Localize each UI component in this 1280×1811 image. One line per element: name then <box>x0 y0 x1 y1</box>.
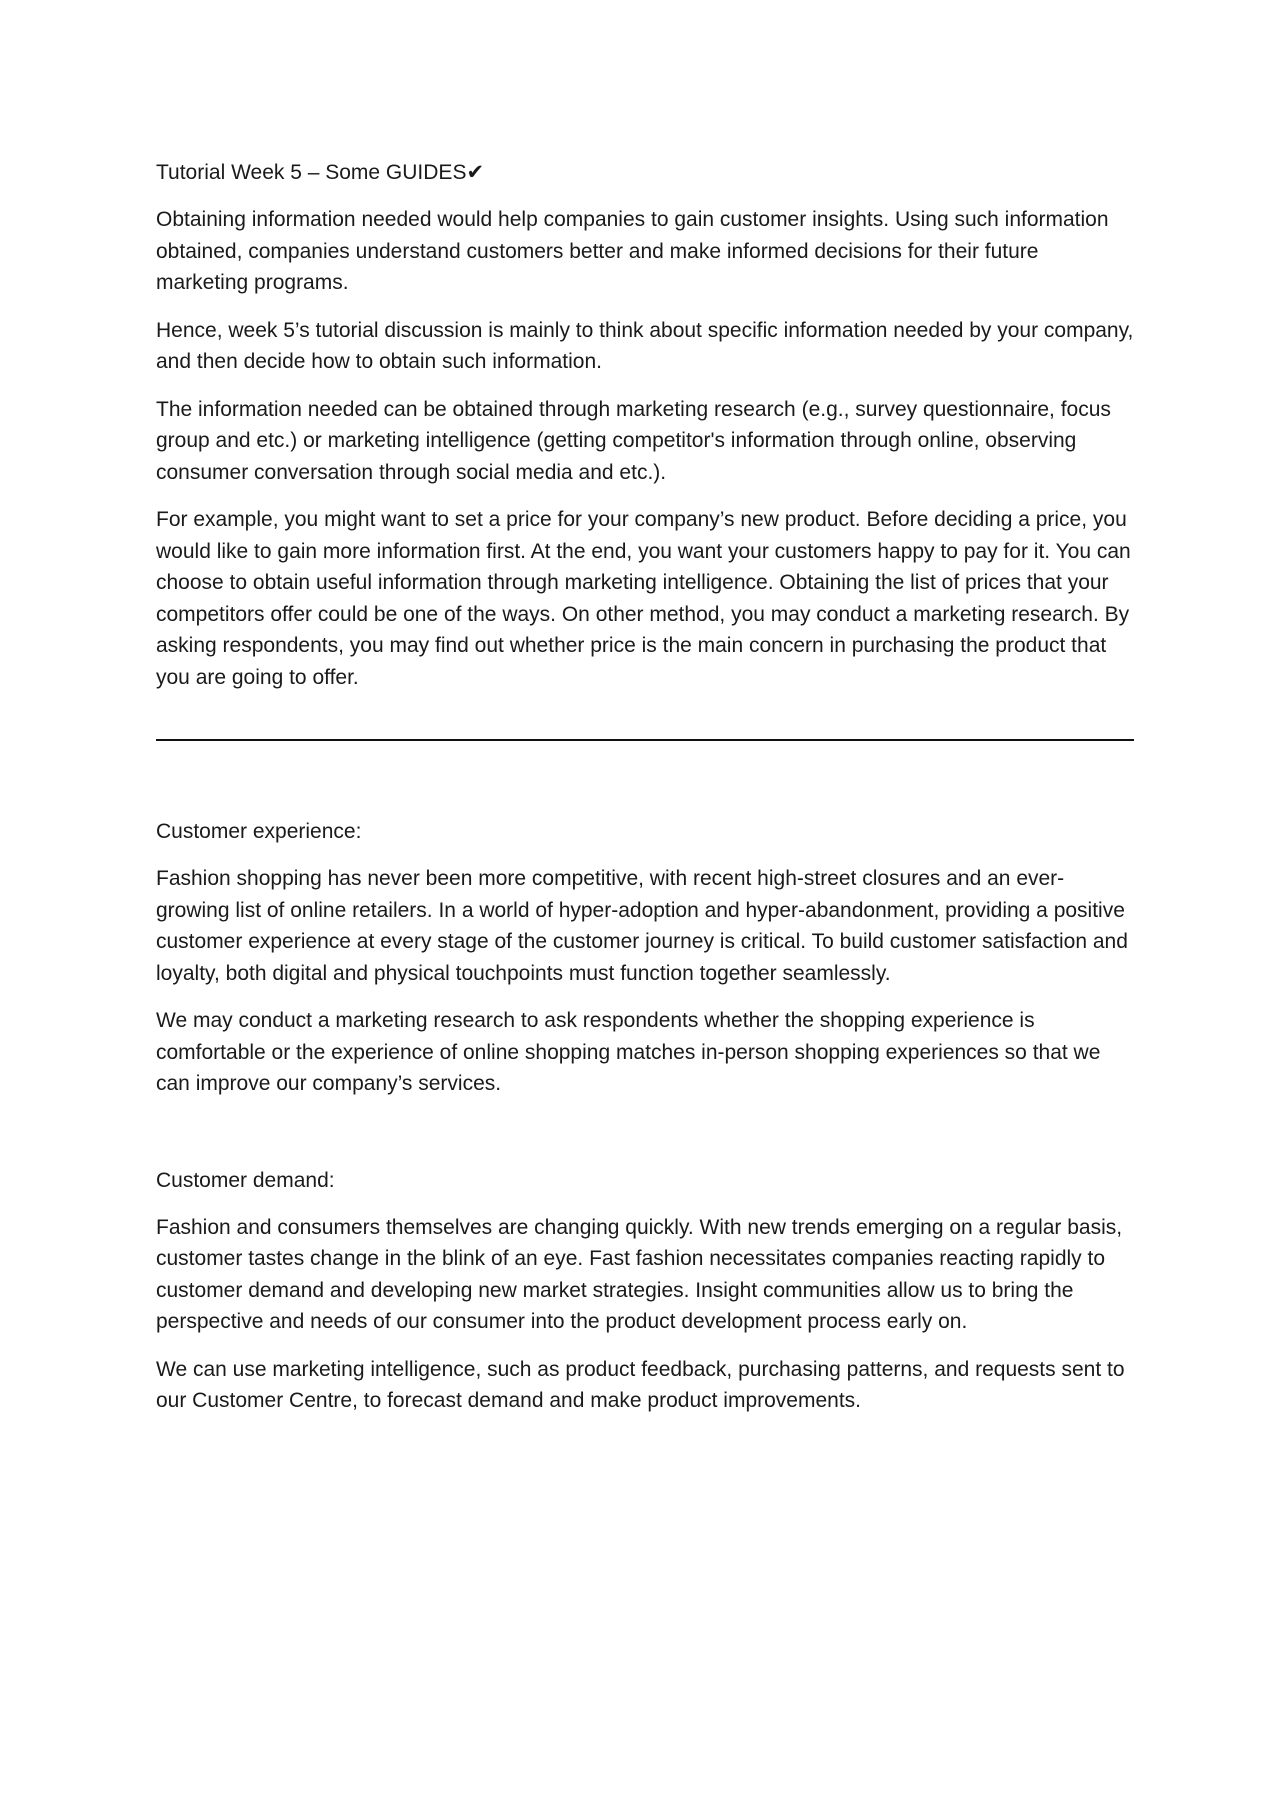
intro-paragraph-2: Hence, week 5’s tutorial discussion is mainly to think about specific information needed by your company, and then decide how to obtain such information. <box>156 318 1134 373</box>
section-heading-customer-experience: Customer experience: <box>156 820 362 843</box>
document-title: Tutorial Week 5 – Some GUIDES✔ <box>156 161 485 184</box>
customer-experience-paragraph-1: Fashion shopping has never been more competitive, with recent high-street closures and an ever-growing list of online retailers. In a world of hyper-adoption and hyper-abandonment, providing a positive customer experience at every stage of the customer journey is critical. To build customer satisfaction and loyalty, both digital and physical touchpoints must function together seamlessly. <box>156 867 1128 985</box>
intro-paragraph-1: Obtaining information needed would help companies to gain customer insights. Using such information obtained, companies understand customers better and make informed decisions for their future marketing programs. <box>156 208 1109 294</box>
section-heading-customer-demand: Customer demand: <box>156 1168 335 1192</box>
customer-experience-paragraph-2: We may conduct a marketing research to ask respondents whether the shopping experience is comfortable or the experience of online shopping matches in-person shopping experiences so that we can improve our company’s services. <box>156 1009 1101 1095</box>
customer-demand-paragraph-2: We can use marketing intelligence, such as product feedback, purchasing patterns, and requests sent to our Customer Centre, to forecast demand and make product improvements. <box>156 1357 1125 1412</box>
intro-paragraph-4: For example, you might want to set a price for your company’s new product. Before deciding a price, you would like to gain more information first. At the end, you want your customers happy to pay for it. You can choose to obtain useful information through marketing intelligence. Obtaining the list of prices that your competitors offer could be one of the ways. On other method, you may conduct a marketing research. By asking respondents, you may find out whether price is the main concern in purchasing the product that you are going to offer. <box>156 508 1131 689</box>
document-body <box>156 158 1134 1433</box>
horizontal-divider <box>156 739 1134 741</box>
intro-paragraph-3: The information needed can be obtained through marketing research (e.g., survey questionnaire, focus group and etc.) or marketing intelligence (getting competitor's information through online, observing consumer conversation through social media and etc.). <box>156 397 1111 484</box>
customer-demand-paragraph-1: Fashion and consumers themselves are changing quickly. With new trends emerging on a regular basis, customer tastes change in the blink of an eye. Fast fashion necessitates companies reacting rapidly to customer demand and developing new market strategies. Insight communities allow us to bring the perspective and needs of our consumer into the product development process early on. <box>156 1215 1123 1333</box>
